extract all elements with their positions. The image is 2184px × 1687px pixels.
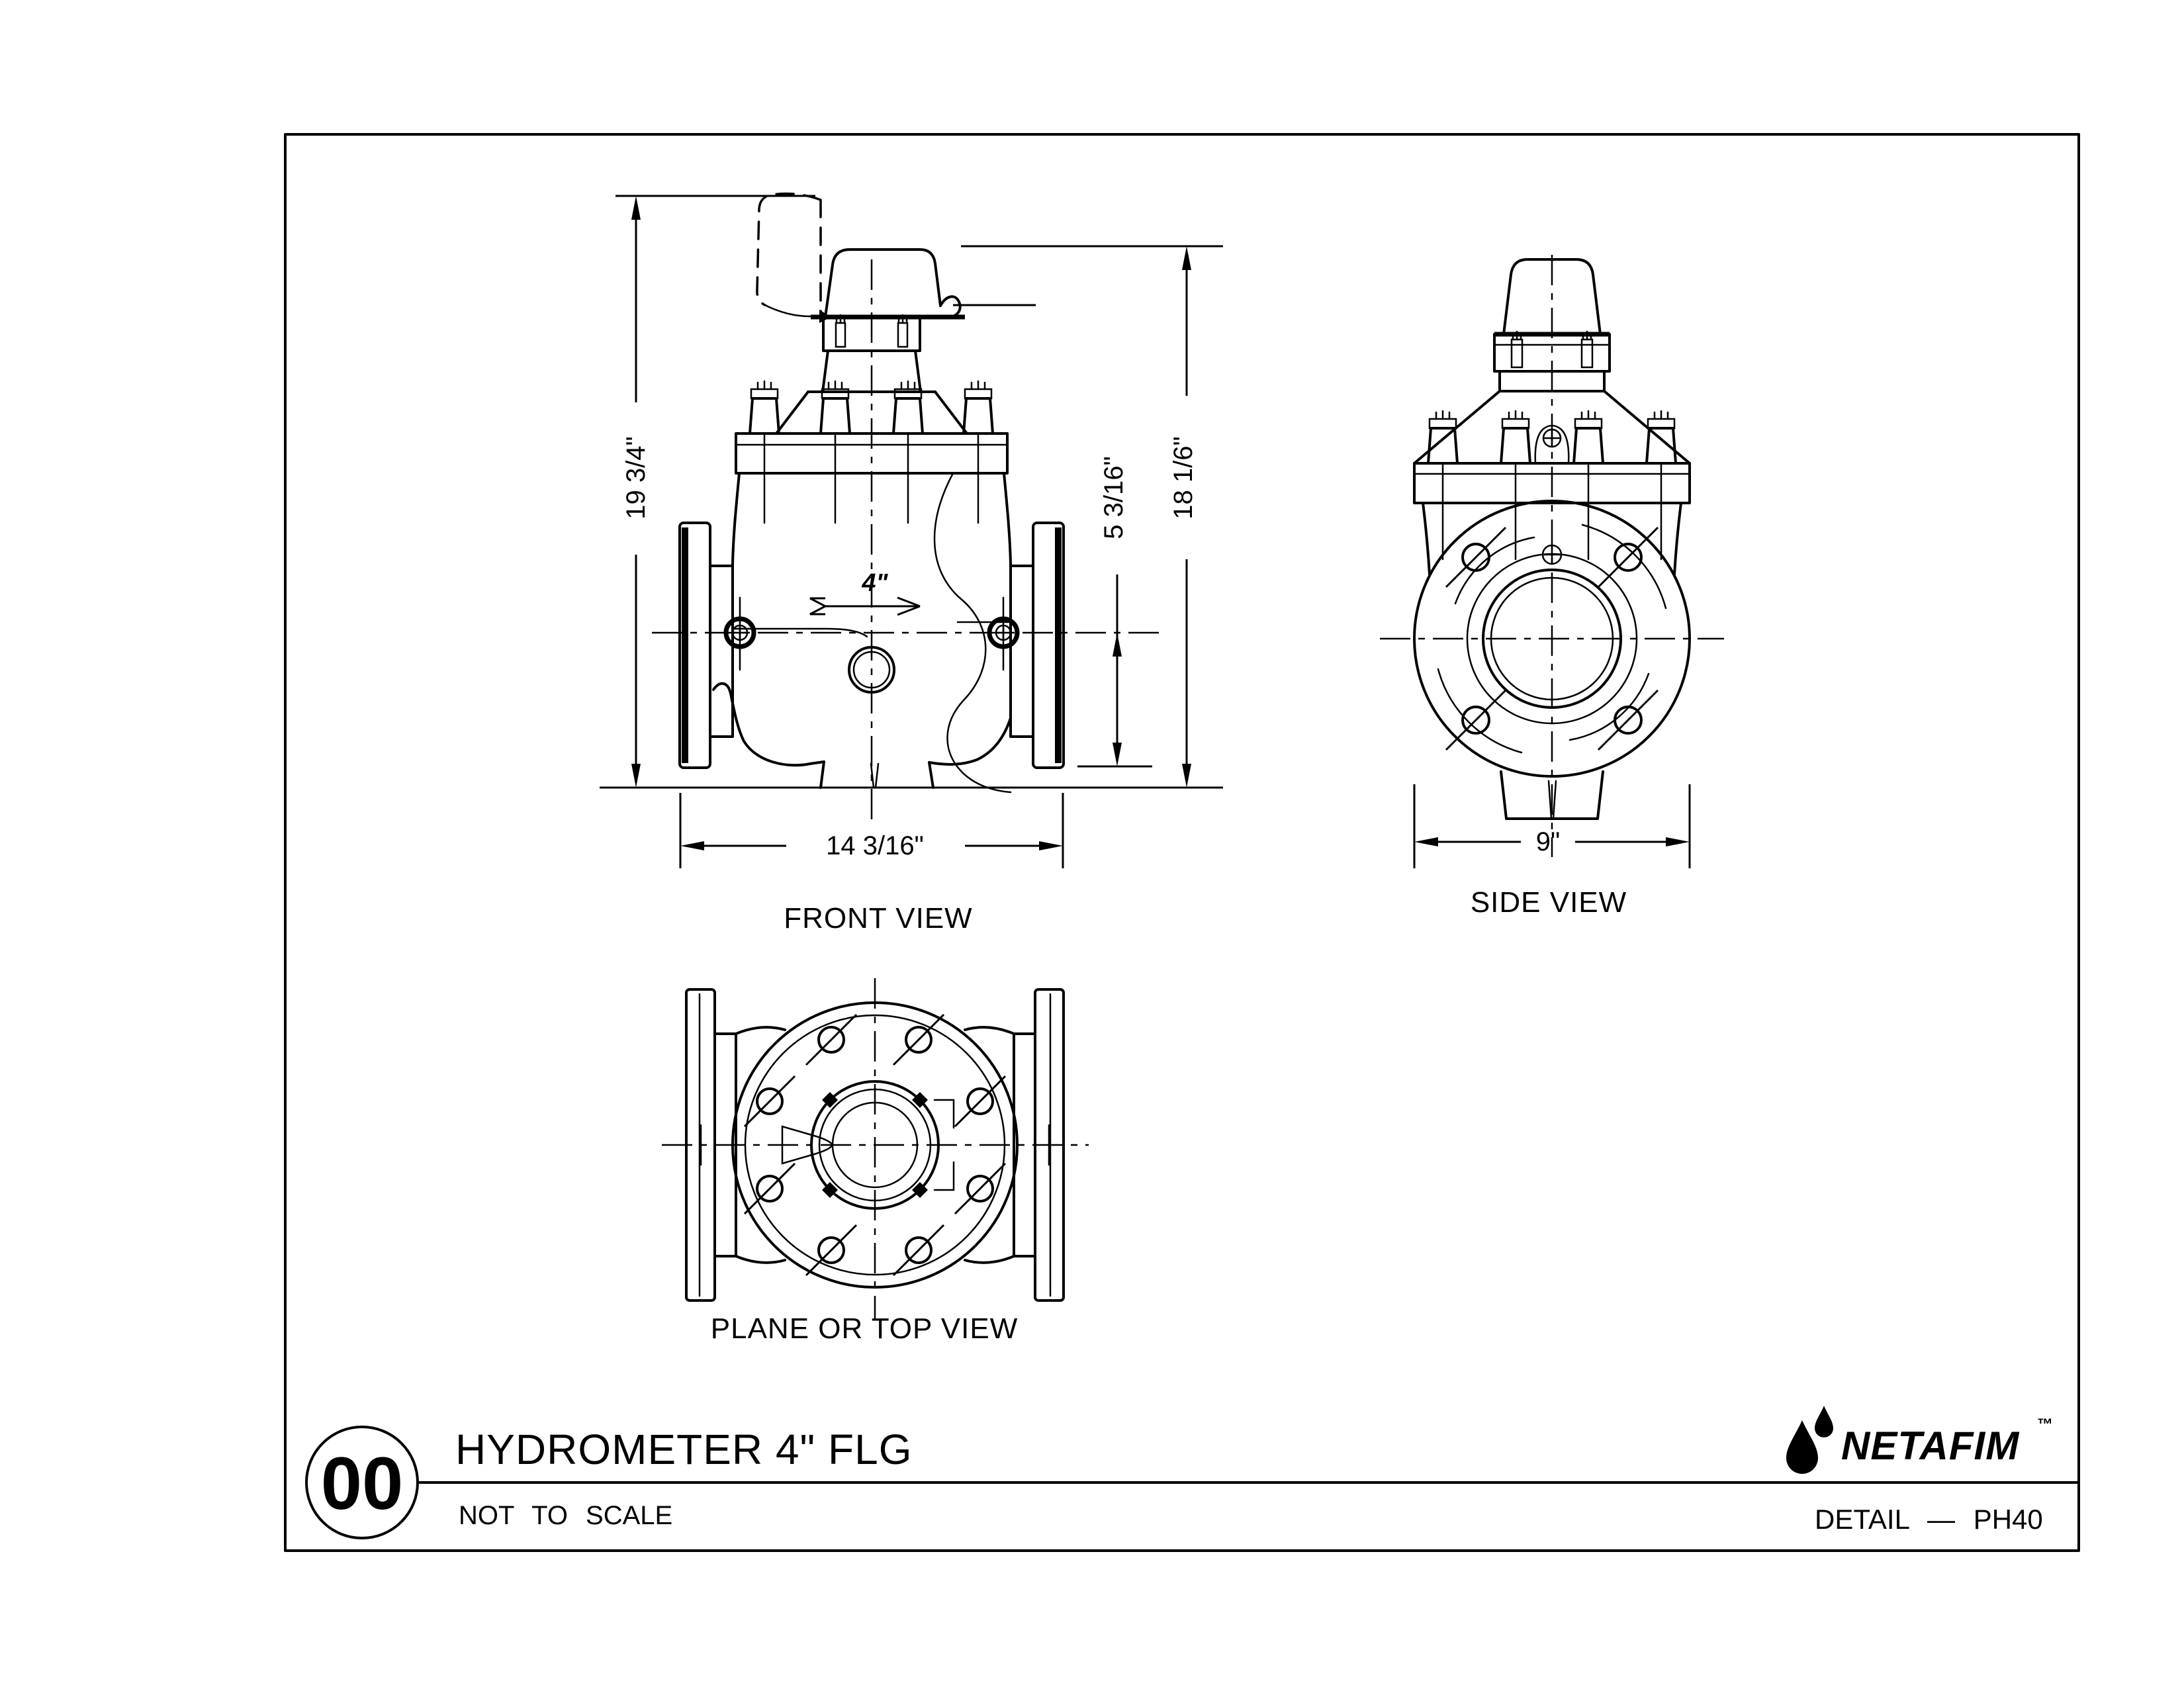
stud <box>964 381 993 523</box>
bolt-hole <box>1446 690 1506 750</box>
stud <box>1512 340 1522 367</box>
dim-text: 18 1/6" <box>1169 436 1198 520</box>
front-size-label: 4" <box>862 569 888 597</box>
dim-text: 14 3/16" <box>826 831 924 860</box>
arrowhead-right <box>1039 841 1063 850</box>
front-lid-bottom-curve <box>765 305 821 316</box>
netafim-logo <box>1786 1406 2053 1474</box>
stud <box>898 323 907 347</box>
arrowhead-left <box>1414 837 1438 846</box>
arrowhead-down <box>631 764 641 788</box>
arrowhead-right <box>1666 837 1690 846</box>
side-bell-screw <box>1543 430 1561 447</box>
bolt-hole <box>1446 527 1506 587</box>
front-register-dome <box>825 250 960 317</box>
side-view <box>1380 255 1724 919</box>
stud <box>1501 411 1530 559</box>
front-foot-notch <box>871 764 878 788</box>
arrowhead-up <box>631 196 641 220</box>
detail-ref: DETAIL — PH40 <box>1815 1504 2043 1535</box>
bolt-hole <box>1598 690 1658 750</box>
top-view-title: PLANE OR TOP VIEW <box>710 1312 1019 1345</box>
dim-body-18-1-6 <box>961 246 1223 788</box>
front-bowl-right <box>929 718 1011 764</box>
stud <box>1428 411 1457 559</box>
drawing-title: HYDROMETER 4" FLG <box>455 1426 913 1473</box>
dim-text: 5 3/16" <box>1099 456 1128 539</box>
stud <box>750 381 779 523</box>
dim-center-to-base-5-3-16 <box>1077 456 1152 766</box>
stud <box>893 381 923 523</box>
sheet-border <box>285 134 2079 1551</box>
front-view <box>600 194 1223 935</box>
stud <box>1582 340 1592 367</box>
side-view-title: SIDE VIEW <box>1470 886 1627 919</box>
dim-text: 9" <box>1535 827 1561 856</box>
arrowhead-up <box>1182 246 1191 270</box>
top-view <box>662 978 1089 1345</box>
water-drop-icon <box>1786 1420 1818 1474</box>
front-right-hub <box>1011 566 1033 737</box>
stud <box>1647 411 1676 559</box>
water-drop-small-icon <box>1815 1406 1833 1437</box>
front-right-bolt <box>989 598 1017 670</box>
detail-number: 00 <box>320 1442 404 1525</box>
front-left-hub <box>710 566 733 737</box>
stud <box>836 323 845 347</box>
front-left-bolt <box>726 598 754 670</box>
stud <box>1574 411 1603 559</box>
scale-note: NOT TO SCALE <box>459 1501 673 1530</box>
arrowhead-down <box>1113 743 1122 766</box>
front-right-flange-face <box>1055 527 1062 763</box>
front-bowl-left <box>713 684 824 765</box>
dim-text: 19 3/4" <box>621 436 651 520</box>
trademark-symbol: ™ <box>2037 1416 2053 1434</box>
arrowhead-left <box>680 841 704 850</box>
stud <box>821 381 850 523</box>
front-view-title: FRONT VIEW <box>784 902 973 935</box>
brand-name: NETAFIM <box>1841 1424 2020 1468</box>
front-left-flange-face <box>682 527 688 763</box>
arrowhead-up <box>1113 633 1122 657</box>
flow-arrow-icon <box>810 598 920 615</box>
dim-height-19-3-4 <box>615 196 815 788</box>
bolt-hole <box>1598 527 1658 587</box>
arrowhead-down <box>1182 764 1191 788</box>
front-lid-dashed-outline <box>757 194 821 305</box>
